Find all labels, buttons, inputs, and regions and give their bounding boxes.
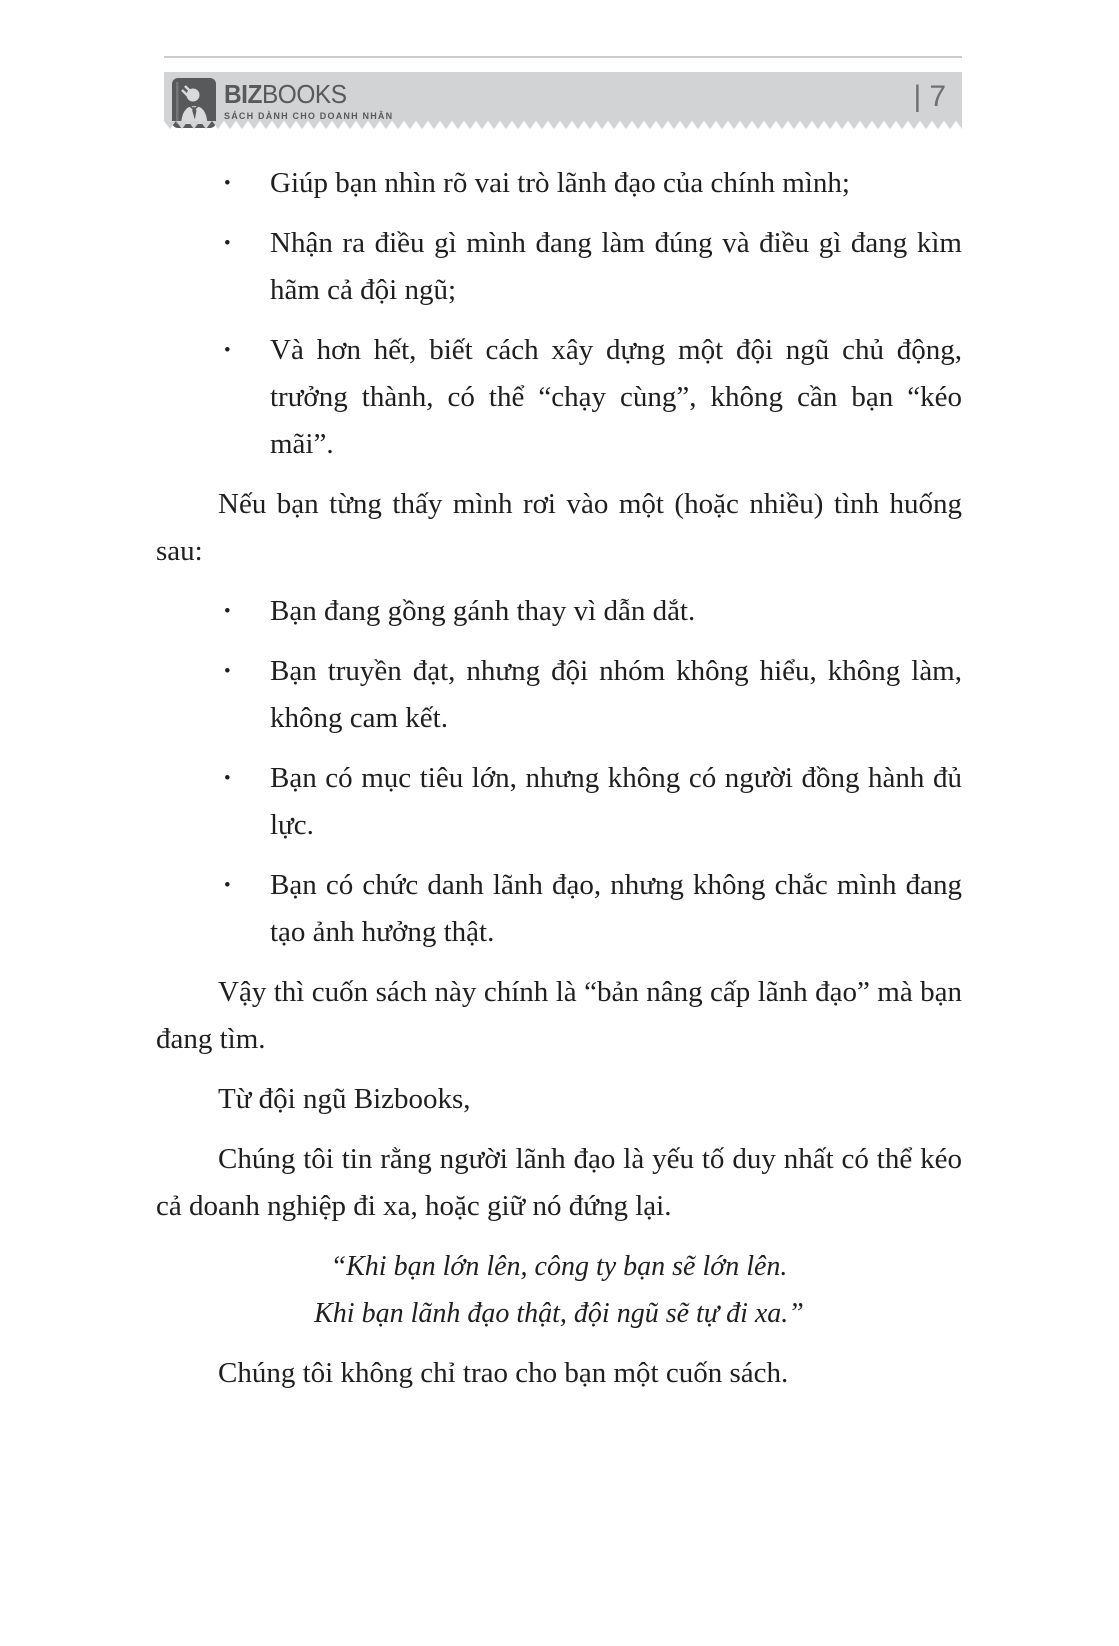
page-number xyxy=(914,72,946,121)
bullet-icon: • xyxy=(224,233,231,254)
quote-line-2: Khi bạn lãnh đạo thật, đội ngũ sẽ tự đi xa.” xyxy=(314,1298,804,1329)
header-perforation-edge xyxy=(164,121,962,129)
brand-name-books: BOOKS xyxy=(261,79,347,109)
situation-item-1 xyxy=(156,588,962,635)
situation-item-text: Bạn truyền đạt, nhưng đội nhóm không hiểu, không làm, không cam kết. xyxy=(270,655,962,734)
bullet-icon: • xyxy=(224,173,231,194)
brand-tagline: SÁCH DÀNH CHO DOANH NHÂN xyxy=(224,111,394,121)
bullet-icon: • xyxy=(224,875,231,896)
team-paragraph: Từ đội ngũ Bizbooks, xyxy=(218,1083,471,1115)
brand-name xyxy=(224,81,383,107)
bullet-icon: • xyxy=(224,340,231,361)
intro-paragraph: Nếu bạn từng thấy mình rơi vào một (hoặc nhiều) tình huống sau: xyxy=(156,488,962,567)
header-band xyxy=(164,72,962,121)
brand-text xyxy=(224,78,393,121)
situation-item-2 xyxy=(156,648,962,742)
benefit-item-1 xyxy=(156,160,962,207)
situation-item-text: Bạn có chức danh lãnh đạo, nhưng không chắc mình đang tạo ảnh hưởng thật. xyxy=(270,869,962,948)
quote-line-1: “Khi bạn lớn lên, công ty bạn sẽ lớn lên. xyxy=(330,1251,788,1282)
benefit-item-text: Và hơn hết, biết cách xây dựng một đội ngũ chủ động, trưởng thành, có thể “chạy cùng”, không cần bạn “kéo mãi”. xyxy=(270,334,962,460)
bullet-icon: • xyxy=(224,661,231,682)
brand-name-biz: BIZ xyxy=(224,79,262,109)
page-number-separator: | xyxy=(913,79,922,113)
page-content xyxy=(156,160,962,1410)
situation-item-text: Bạn có mục tiêu lớn, nhưng không có người đồng hành đủ lực. xyxy=(270,762,962,841)
quote-block xyxy=(156,1243,962,1337)
belief-paragraph: Chúng tôi tin rằng người lãnh đạo là yếu tố duy nhất có thể kéo cả doanh nghiệp đi xa, hoặc giữ nó đứng lại. xyxy=(156,1143,962,1222)
header-top-rule xyxy=(164,56,962,58)
bullet-icon: • xyxy=(224,601,231,622)
situation-item-text: Bạn đang gồng gánh thay vì dẫn dắt. xyxy=(270,595,696,627)
bullet-icon: • xyxy=(224,768,231,789)
page-number-value: 7 xyxy=(929,79,946,113)
benefit-item-2 xyxy=(156,220,962,314)
upgrade-paragraph: Vậy thì cuốn sách này chính là “bản nâng cấp lãnh đạo” mà bạn đang tìm. xyxy=(156,976,962,1055)
situation-item-3 xyxy=(156,755,962,849)
situation-item-4 xyxy=(156,862,962,956)
closing-paragraph: Chúng tôi không chỉ trao cho bạn một cuốn sách. xyxy=(218,1357,789,1389)
benefit-item-text: Nhận ra điều gì mình đang làm đúng và điều gì đang kìm hãm cả đội ngũ; xyxy=(270,227,962,306)
benefit-item-3 xyxy=(156,327,962,468)
benefit-item-text: Giúp bạn nhìn rõ vai trò lãnh đạo của chính mình; xyxy=(270,167,850,199)
